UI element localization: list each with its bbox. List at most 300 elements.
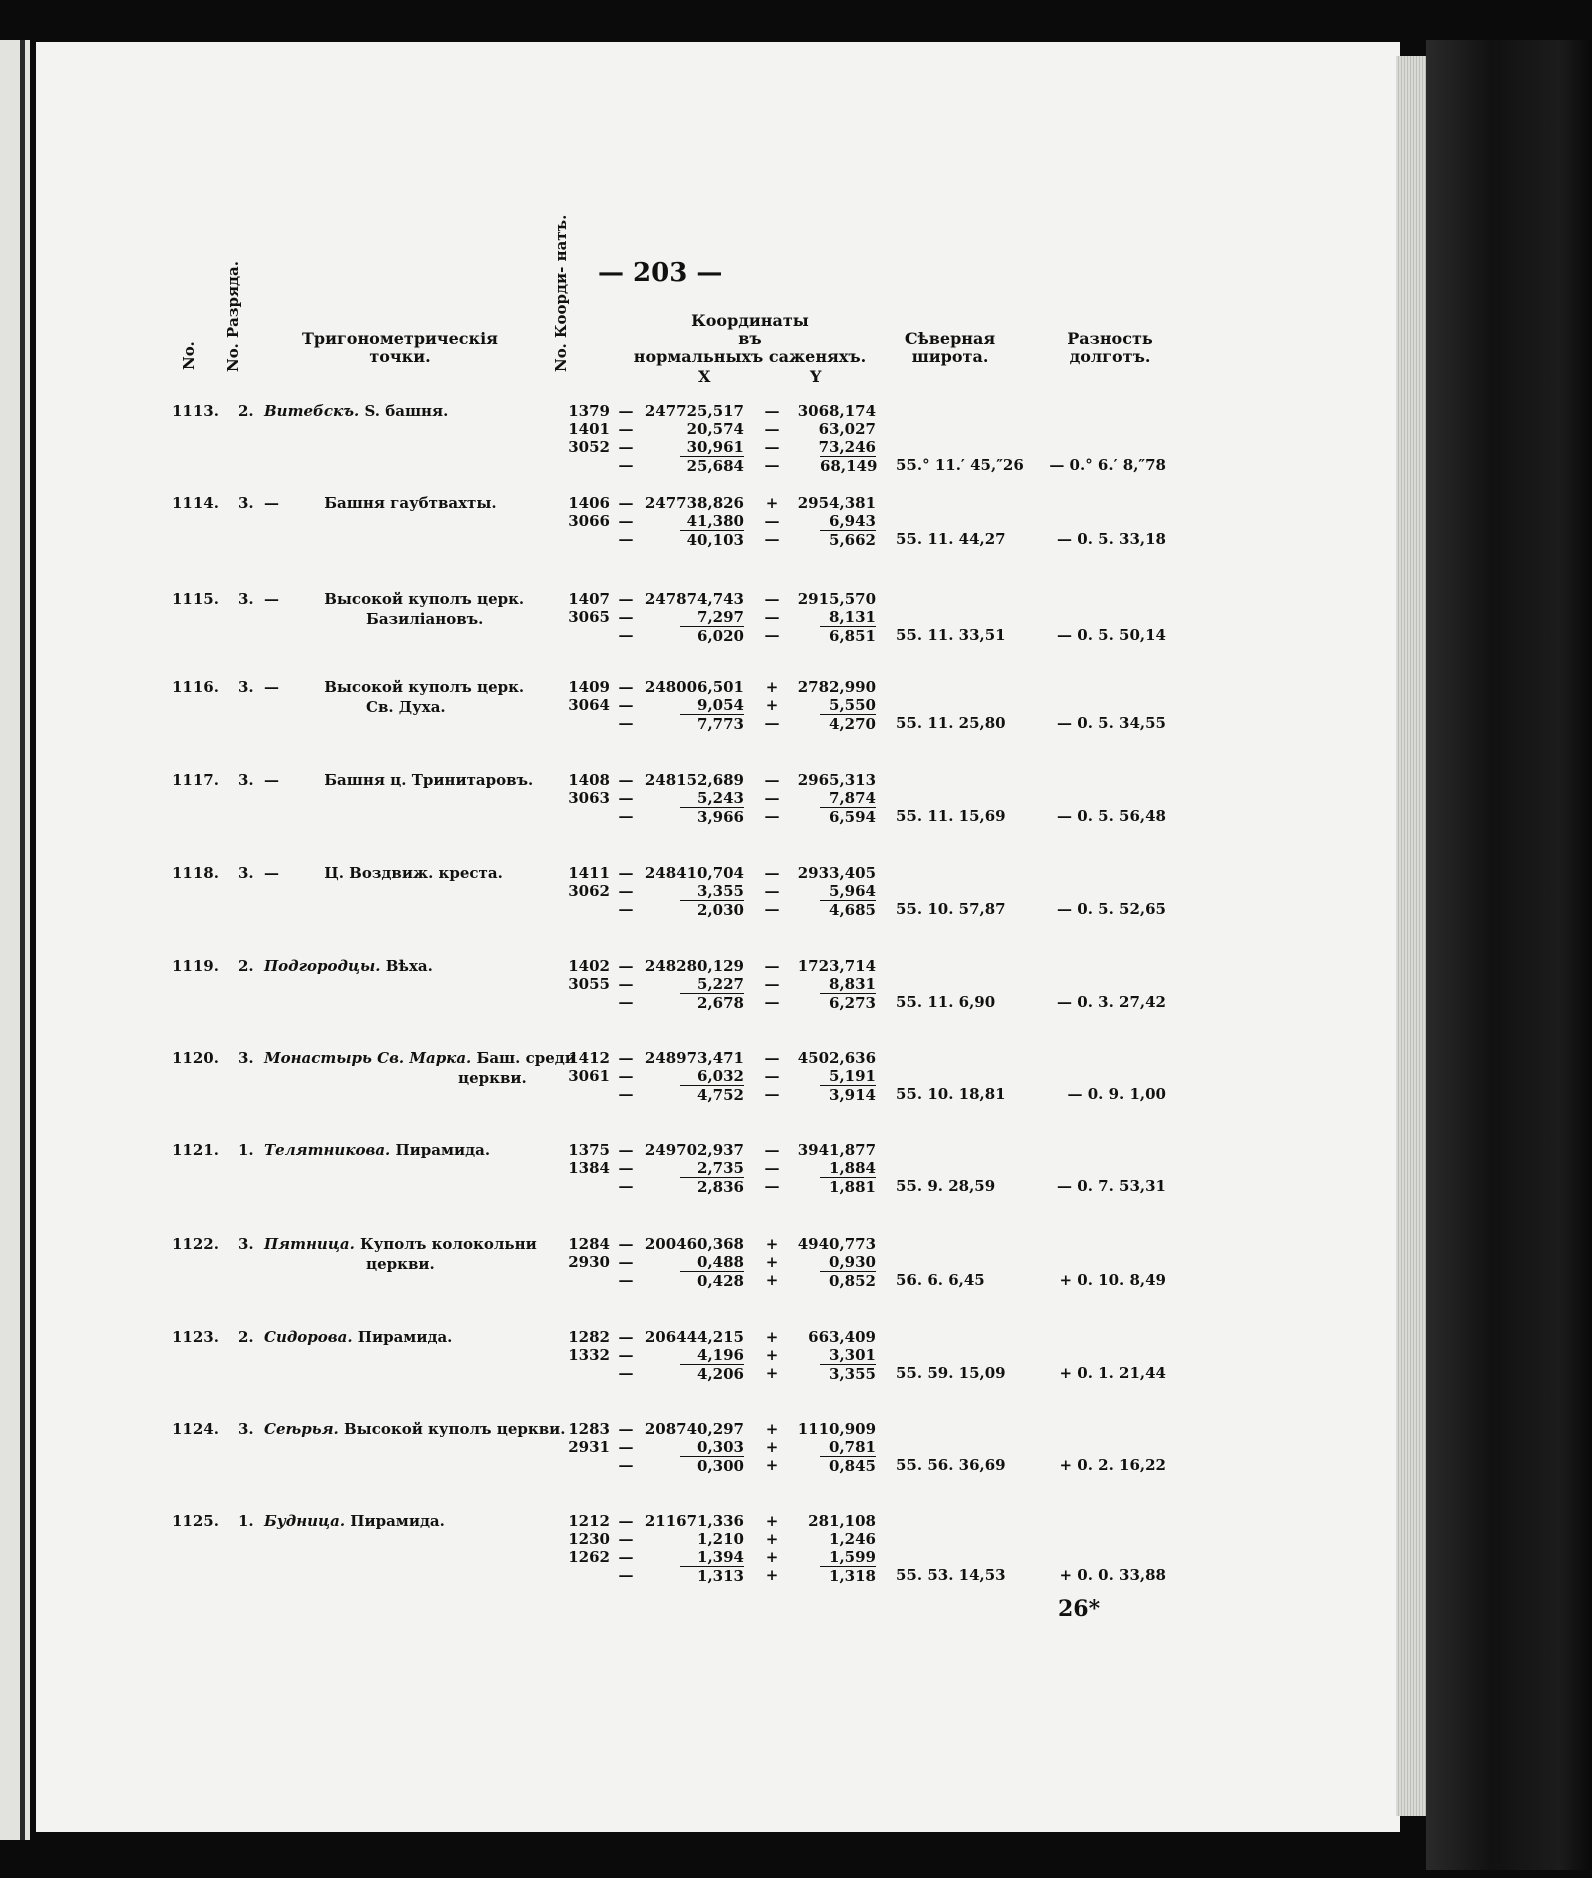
page-number: — 203 — — [598, 258, 723, 288]
x-value: 2,678 — [680, 993, 744, 1012]
entry-name-regular: Высокой куполъ церкви. — [338, 1420, 566, 1438]
x-value: 248973,471 — [644, 1049, 744, 1067]
entry-number: 1124. — [172, 1420, 219, 1438]
y-value: 0,781 — [829, 1438, 876, 1456]
y-value: 2965,313 — [797, 771, 876, 789]
y-sign: — — [764, 1177, 780, 1195]
x-sign: — — [618, 1235, 634, 1253]
entry-name-italic: Сидорова. — [264, 1328, 353, 1346]
coord-number: 3065 — [568, 608, 610, 626]
x-sign: — — [618, 993, 634, 1011]
header-lon-line1: Разность — [1067, 329, 1153, 348]
y-value: 1,599 — [829, 1548, 876, 1566]
y-sign: + — [765, 678, 779, 696]
longitude-diff: — 0. 5. 50,14 — [1057, 626, 1166, 644]
entry-number: 1113. — [172, 402, 219, 420]
longitude-diff: — 0. 5. 34,55 — [1057, 714, 1166, 732]
entry-name-italic: — — [264, 864, 279, 882]
y-value: 73,246 — [818, 438, 876, 456]
latitude: 56. 6. 6,45 — [896, 1271, 985, 1289]
y-sign: — — [764, 714, 780, 732]
entry-name-regular: Куполъ колокольни — [354, 1235, 537, 1253]
latitude: 55. 9. 28,59 — [896, 1177, 996, 1195]
x-value: 2,836 — [680, 1177, 744, 1196]
y-value: 3941,877 — [797, 1141, 876, 1159]
y-sign: — — [764, 900, 780, 918]
coord-number: 3061 — [568, 1067, 610, 1085]
header-lat-line2: широта. — [911, 347, 989, 366]
header-coords-line2: въ — [738, 329, 762, 348]
entry-class: 2. — [238, 402, 254, 420]
x-sign: — — [618, 438, 634, 456]
coord-number: 1212 — [568, 1512, 610, 1530]
x-sign: — — [618, 512, 634, 530]
header-coords — [620, 312, 880, 366]
x-value: 4,206 — [680, 1364, 744, 1383]
coord-number: 1379 — [568, 402, 610, 420]
y-sign: — — [764, 771, 780, 789]
coord-number: 1262 — [568, 1548, 610, 1566]
y-value: 5,964 — [829, 882, 876, 900]
entry-name-italic: — — [264, 590, 279, 608]
entry-name-italic: — — [264, 771, 279, 789]
y-sign: — — [764, 1067, 780, 1085]
x-value: 0,428 — [680, 1271, 744, 1290]
entry-name — [264, 494, 497, 512]
x-value: 1,394 — [697, 1548, 744, 1566]
latitude: 55. 11. 44,27 — [896, 530, 1006, 548]
entry-name-regular: Башня ц. Тринитаровъ. — [319, 771, 534, 789]
entry-name-italic: Пятница. — [264, 1235, 355, 1253]
latitude: 55. 10. 57,87 — [896, 900, 1006, 918]
latitude: 55. 11. 33,51 — [896, 626, 1006, 644]
coord-number: 1375 — [568, 1141, 610, 1159]
x-sign: — — [618, 957, 634, 975]
y-sign: — — [764, 1085, 780, 1103]
y-sign: — — [764, 993, 780, 1011]
y-value: 6,851 — [820, 626, 876, 645]
longitude-diff: + 0. 10. 8,49 — [1059, 1271, 1166, 1289]
x-value: 0,488 — [697, 1253, 744, 1271]
y-value: 5,191 — [829, 1067, 876, 1085]
coord-number: 3052 — [568, 438, 610, 456]
entry-number: 1118. — [172, 864, 219, 882]
longitude-diff: + 0. 2. 16,22 — [1059, 1456, 1166, 1474]
entry-name-regular: S. башня. — [359, 402, 449, 420]
y-value: 0,852 — [820, 1271, 876, 1290]
y-value: 6,273 — [820, 993, 876, 1012]
x-value: 248410,704 — [644, 864, 744, 882]
latitude: 55.° 11.′ 45,″26 — [896, 456, 1024, 474]
y-value: 1,318 — [820, 1566, 876, 1585]
x-sign: — — [618, 975, 634, 993]
x-sign: — — [618, 807, 634, 825]
y-sign: + — [765, 696, 779, 714]
longitude-diff: — 0. 3. 27,42 — [1057, 993, 1166, 1011]
header-no: No. — [180, 341, 198, 370]
y-sign: + — [765, 1566, 779, 1584]
x-value: 249702,937 — [644, 1141, 744, 1159]
header-coords-line1: Координаты — [691, 311, 809, 330]
signature-mark: 26* — [1058, 1596, 1101, 1622]
coord-number: 1407 — [568, 590, 610, 608]
x-sign: — — [618, 1456, 634, 1474]
y-value: 4940,773 — [797, 1235, 876, 1253]
y-value: 663,409 — [808, 1328, 876, 1346]
latitude: 55. 11. 6,90 — [896, 993, 996, 1011]
entry-name — [264, 1235, 537, 1253]
coord-number: 1409 — [568, 678, 610, 696]
y-sign: — — [764, 420, 780, 438]
entry-number: 1119. — [172, 957, 219, 975]
x-value: 4,752 — [680, 1085, 744, 1104]
y-value: 5,662 — [820, 530, 876, 549]
coord-number: 1408 — [568, 771, 610, 789]
x-sign: — — [618, 771, 634, 789]
header-points-line1: Тригонометрическія — [302, 329, 498, 348]
x-sign: — — [618, 1253, 634, 1271]
y-sign: — — [764, 608, 780, 626]
header-coords-line3: нормальныхъ саженяхъ. — [633, 347, 867, 366]
entry-name-line2: церкви. — [458, 1069, 527, 1087]
coord-number: 3066 — [568, 512, 610, 530]
x-sign: — — [618, 1067, 634, 1085]
entry-name — [264, 1420, 565, 1438]
y-sign: — — [764, 1141, 780, 1159]
entry-class: 1. — [238, 1512, 254, 1530]
entry-class: 3. — [238, 1235, 254, 1253]
x-value: 248152,689 — [644, 771, 744, 789]
x-value: 0,303 — [697, 1438, 744, 1456]
entry-name-regular: Баш. среди — [471, 1049, 576, 1067]
y-value: 3,301 — [829, 1346, 876, 1364]
x-value: 5,243 — [697, 789, 744, 807]
x-sign: — — [618, 608, 634, 626]
x-sign: — — [618, 494, 634, 512]
longitude-diff: — 0. 5. 33,18 — [1057, 530, 1166, 548]
entry-name-regular: Ц. Воздвиж. креста. — [319, 864, 503, 882]
x-value: 6,020 — [680, 626, 744, 645]
entry-number: 1123. — [172, 1328, 219, 1346]
longitude-diff: + 0. 0. 33,88 — [1059, 1566, 1166, 1584]
x-value: 7,773 — [680, 714, 744, 733]
x-sign: — — [618, 864, 634, 882]
x-value: 30,961 — [686, 438, 744, 456]
y-sign: — — [764, 438, 780, 456]
y-value: 4,270 — [820, 714, 876, 733]
y-value: 2954,381 — [797, 494, 876, 512]
y-value: 0,845 — [820, 1456, 876, 1475]
entry-name-regular: Высокой куполъ церк. — [319, 678, 525, 696]
entry-class: 3. — [238, 1420, 254, 1438]
header-longitude — [1050, 330, 1170, 366]
coord-number: 3063 — [568, 789, 610, 807]
y-sign: + — [765, 1548, 779, 1566]
coord-number: 1402 — [568, 957, 610, 975]
entry-class: 3. — [238, 771, 254, 789]
y-value: 3,355 — [820, 1364, 876, 1383]
coord-number: 1401 — [568, 420, 610, 438]
y-sign: + — [765, 1253, 779, 1271]
entry-number: 1120. — [172, 1049, 219, 1067]
y-value: 2915,570 — [797, 590, 876, 608]
x-value: 25,684 — [680, 456, 744, 475]
x-value: 4,196 — [697, 1346, 744, 1364]
x-value: 0,300 — [680, 1456, 744, 1475]
latitude: 55. 56. 36,69 — [896, 1456, 1006, 1474]
x-sign: — — [618, 1159, 634, 1177]
header-razryad: No. Разряда. — [224, 261, 242, 372]
entry-name — [264, 402, 448, 420]
y-sign: + — [765, 1235, 779, 1253]
header-latitude — [890, 330, 1010, 366]
entry-name — [264, 590, 524, 608]
entry-number: 1115. — [172, 590, 219, 608]
x-sign: — — [618, 1141, 634, 1159]
x-value: 248280,129 — [644, 957, 744, 975]
longitude-diff: — 0. 9. 1,00 — [1067, 1085, 1166, 1103]
coord-number: 2931 — [568, 1438, 610, 1456]
x-sign: — — [618, 530, 634, 548]
y-value: 1110,909 — [797, 1420, 876, 1438]
y-sign: + — [765, 1438, 779, 1456]
entry-name-italic: Монастырь Св. Марка. — [264, 1049, 472, 1067]
latitude: 55. 53. 14,53 — [896, 1566, 1006, 1584]
entry-class: 2. — [238, 1328, 254, 1346]
entry-class: 3. — [238, 590, 254, 608]
entry-class: 3. — [238, 864, 254, 882]
x-sign: — — [618, 1271, 634, 1289]
entry-name — [264, 957, 433, 975]
entry-class: 1. — [238, 1141, 254, 1159]
x-value: 7,297 — [697, 608, 744, 626]
x-sign: — — [618, 590, 634, 608]
x-sign: — — [618, 1420, 634, 1438]
entry-name-italic: — — [264, 494, 279, 512]
entry-name — [264, 1328, 452, 1346]
y-value: 68,149 — [820, 457, 878, 475]
x-value: 247725,517 — [644, 402, 744, 420]
x-value: 5,227 — [697, 975, 744, 993]
entry-name-italic: — — [264, 678, 279, 696]
y-sign: — — [764, 807, 780, 825]
x-sign: — — [618, 696, 634, 714]
coord-number: 1406 — [568, 494, 610, 512]
y-value: 1,881 — [820, 1177, 876, 1196]
y-value: 7,874 — [829, 789, 876, 807]
x-value: 40,103 — [680, 530, 744, 549]
entry-name-italic: Подгородцы. — [264, 957, 381, 975]
y-sign: — — [764, 1049, 780, 1067]
x-sign: — — [618, 1548, 634, 1566]
y-value: 2933,405 — [797, 864, 876, 882]
x-value: 208740,297 — [644, 1420, 744, 1438]
header-lon-line2: долготъ. — [1069, 347, 1151, 366]
longitude-diff: — 0. 7. 53,31 — [1057, 1177, 1166, 1195]
y-sign: — — [764, 530, 780, 548]
entry-name-regular: Пирамида. — [345, 1512, 445, 1530]
entry-name — [264, 1049, 576, 1067]
page-stack-edge — [1396, 56, 1426, 1816]
latitude: 55. 11. 25,80 — [896, 714, 1006, 732]
entry-name-line2: церкви. — [366, 1255, 435, 1273]
x-sign: — — [618, 1438, 634, 1456]
entry-name-regular: Башня гаубтвахты. — [319, 494, 497, 512]
x-sign: — — [618, 882, 634, 900]
y-sign: + — [765, 1456, 779, 1474]
x-sign: — — [618, 789, 634, 807]
x-value: 3,355 — [697, 882, 744, 900]
coord-number: 3064 — [568, 696, 610, 714]
longitude-diff: — 0. 5. 52,65 — [1057, 900, 1166, 918]
x-sign: — — [618, 1512, 634, 1530]
x-value: 1,210 — [697, 1530, 744, 1548]
entry-number: 1121. — [172, 1141, 219, 1159]
y-value: 281,108 — [808, 1512, 876, 1530]
y-sign: — — [764, 882, 780, 900]
y-sign: — — [764, 626, 780, 644]
entry-name — [264, 1512, 445, 1530]
y-value: 6,943 — [829, 512, 876, 530]
book-cover-edge — [1426, 40, 1592, 1870]
latitude: 55. 59. 15,09 — [896, 1364, 1006, 1382]
y-value: 6,594 — [820, 807, 876, 826]
longitude-diff: + 0. 1. 21,44 — [1059, 1364, 1166, 1382]
y-sign: — — [764, 456, 780, 474]
coord-number: 1411 — [568, 864, 610, 882]
y-value: 1,884 — [829, 1159, 876, 1177]
entry-number: 1122. — [172, 1235, 219, 1253]
y-value: 3,914 — [820, 1085, 876, 1104]
x-value: 200460,368 — [644, 1235, 744, 1253]
y-sign: — — [764, 864, 780, 882]
y-sign: + — [765, 1512, 779, 1530]
header-points-line2: точки. — [369, 347, 431, 366]
entry-name — [264, 678, 524, 696]
x-sign: — — [618, 1085, 634, 1103]
x-sign: — — [618, 1328, 634, 1346]
y-value: 4,685 — [820, 900, 876, 919]
entry-name-line2: Базиліановъ. — [366, 610, 484, 628]
entry-class: 3. — [238, 678, 254, 696]
coord-number: 1230 — [568, 1530, 610, 1548]
x-sign: — — [618, 1049, 634, 1067]
header-y: Y — [810, 367, 822, 386]
x-value: 20,574 — [686, 420, 744, 438]
x-sign: — — [618, 1364, 634, 1382]
x-sign: — — [618, 1566, 634, 1584]
x-sign: — — [618, 900, 634, 918]
y-sign: + — [765, 1420, 779, 1438]
y-value: 8,131 — [829, 608, 876, 626]
y-value: 8,831 — [829, 975, 876, 993]
x-sign: — — [618, 1177, 634, 1195]
y-sign: — — [764, 975, 780, 993]
header-coord-no — [552, 302, 570, 372]
x-value: 9,054 — [697, 696, 744, 714]
x-value: 1,313 — [680, 1566, 744, 1585]
entry-number: 1125. — [172, 1512, 219, 1530]
y-sign: + — [765, 1346, 779, 1364]
x-sign: — — [618, 420, 634, 438]
binding-shadow — [20, 40, 25, 1840]
entry-name-regular: Пирамида. — [352, 1328, 453, 1346]
entry-name — [264, 1141, 490, 1159]
entry-class: 2. — [238, 957, 254, 975]
coord-number: 3062 — [568, 882, 610, 900]
header-points — [290, 330, 510, 366]
coord-number: 1282 — [568, 1328, 610, 1346]
y-sign: + — [765, 1328, 779, 1346]
y-value: 0,930 — [829, 1253, 876, 1271]
y-sign: — — [764, 402, 780, 420]
y-value: 3068,174 — [797, 402, 876, 420]
entry-name-italic: Телятникова. — [264, 1141, 391, 1159]
entry-name-regular: Пирамида. — [390, 1141, 491, 1159]
y-sign: + — [765, 494, 779, 512]
y-sign: — — [764, 957, 780, 975]
x-value: 248006,501 — [644, 678, 744, 696]
x-sign: — — [618, 456, 634, 474]
coord-number: 1384 — [568, 1159, 610, 1177]
x-sign: — — [618, 1530, 634, 1548]
coord-number: 3055 — [568, 975, 610, 993]
entry-name-line2: Св. Духа. — [366, 698, 446, 716]
x-sign: — — [618, 402, 634, 420]
entry-name-italic: Будница. — [264, 1512, 346, 1530]
x-sign: — — [618, 678, 634, 696]
x-value: 206444,215 — [644, 1328, 744, 1346]
y-value: 2782,990 — [797, 678, 876, 696]
y-value: 5,550 — [829, 696, 876, 714]
header-x: X — [698, 367, 711, 386]
y-value: 63,027 — [818, 420, 876, 438]
x-value: 2,735 — [697, 1159, 744, 1177]
y-value: 1723,714 — [797, 957, 876, 975]
coord-number: 1283 — [568, 1420, 610, 1438]
entry-name — [264, 771, 533, 789]
latitude: 55. 11. 15,69 — [896, 807, 1006, 825]
x-value: 6,032 — [697, 1067, 744, 1085]
y-sign: + — [765, 1364, 779, 1382]
coord-number: 2930 — [568, 1253, 610, 1271]
entry-name-italic: Сеѣрья. — [264, 1420, 339, 1438]
x-value: 247874,743 — [644, 590, 744, 608]
entry-name-regular: Высокой куполъ церк. — [319, 590, 525, 608]
left-page-edge — [0, 40, 30, 1840]
y-sign: — — [764, 590, 780, 608]
y-sign: — — [764, 1159, 780, 1177]
entry-number: 1116. — [172, 678, 219, 696]
y-value: 4502,636 — [797, 1049, 876, 1067]
x-value: 3,966 — [680, 807, 744, 826]
x-value: 247738,826 — [644, 494, 744, 512]
entry-name-regular: Вѣха. — [380, 957, 433, 975]
x-sign: — — [618, 714, 634, 732]
y-sign: + — [765, 1271, 779, 1289]
entry-class: 3. — [238, 1049, 254, 1067]
x-value: 41,380 — [686, 512, 744, 530]
x-value: 211671,336 — [644, 1512, 744, 1530]
coord-number: 1332 — [568, 1346, 610, 1364]
x-sign: — — [618, 1346, 634, 1364]
entry-name-italic: Витебскъ. — [264, 402, 360, 420]
longitude-diff: — 0.° 6.′ 8,″78 — [1049, 456, 1166, 474]
latitude: 55. 10. 18,81 — [896, 1085, 1006, 1103]
y-value: 1,246 — [829, 1530, 876, 1548]
entry-name — [264, 864, 503, 882]
x-sign: — — [618, 626, 634, 644]
